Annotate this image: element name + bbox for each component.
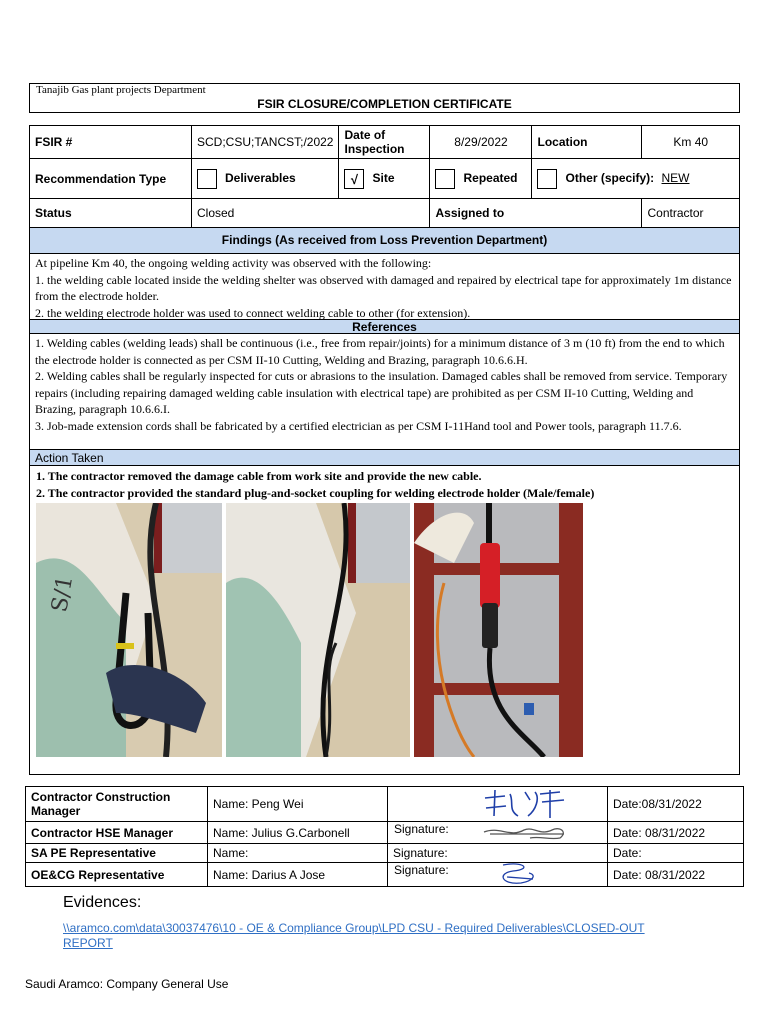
date-darius-jose: Date: 08/31/2022 xyxy=(608,863,744,887)
title-box xyxy=(29,83,740,113)
role-oecg-representative: OE&CG Representative xyxy=(26,863,208,887)
signature-label: Signature: xyxy=(394,822,449,836)
handwritten-signature-darius-jose xyxy=(493,861,543,889)
repeated-checkbox[interactable] xyxy=(435,169,455,189)
name-darius-jose: Name: Darius A Jose xyxy=(208,863,388,887)
site-checkbox[interactable]: √ xyxy=(344,169,364,189)
role-contractor-hse-manager: Contractor HSE Manager xyxy=(26,822,208,844)
status-label: Status xyxy=(30,199,192,228)
signature-cell[interactable] xyxy=(388,787,608,822)
findings-header: Findings (As received from Loss Prevention Department) xyxy=(30,228,739,254)
assigned-value: Contractor xyxy=(642,199,740,228)
deliverables-option: Deliverables xyxy=(192,159,339,199)
assigned-label: Assigned to xyxy=(430,199,642,228)
deliverables-checkbox[interactable] xyxy=(197,169,217,189)
references-header: References xyxy=(30,319,739,334)
footer-classification: Saudi Aramco: Company General Use xyxy=(25,977,229,991)
handwritten-signature-peng-wei xyxy=(480,788,570,820)
action-item: 2. The contractor provided the standard plug-and-socket coupling for welding electrode holder (Male/female) xyxy=(36,486,595,500)
status-value: Closed xyxy=(192,199,430,228)
photo-new-cable xyxy=(226,503,410,757)
date-julius-carbonell: Date: 08/31/2022 xyxy=(608,822,744,844)
other-value: NEW xyxy=(661,170,690,185)
certificate-title: FSIR CLOSURE/COMPLETION CERTIFICATE xyxy=(257,97,512,111)
date-label: Date of Inspection xyxy=(339,126,430,159)
action-list xyxy=(36,468,736,502)
evidences-title: Evidences: xyxy=(63,894,142,911)
other-option: Other (specify): NEW xyxy=(532,159,740,199)
repeated-option: Repeated xyxy=(430,159,532,199)
date-value: 8/29/2022 xyxy=(430,126,532,159)
fsir-label: FSIR # xyxy=(30,126,192,159)
signature-table xyxy=(25,786,744,887)
signature-cell[interactable]: Signature: xyxy=(388,844,608,863)
name-julius-carbonell: Name: Julius G.Carbonell xyxy=(208,822,388,844)
findings-line: 1. the welding cable located inside the welding shelter was observed with damaged and repaired by electrical tape for approximately 1m distance from the electrode holder. xyxy=(35,272,732,303)
reference-item: 3. Job-made extension cords shall be fabricated by a certified electrician as per CSM I-11Hand tool and Power tools, paragraph 11.7.6. xyxy=(35,418,682,433)
references-text xyxy=(35,335,735,434)
date-sa-pe: Date: xyxy=(608,844,744,863)
name-sa-pe: Name: xyxy=(208,844,388,863)
handwritten-signature-carbonell xyxy=(480,824,570,842)
department-name: Tanajib Gas plant projects Department xyxy=(36,84,206,96)
action-item: 1. The contractor removed the damage cable from work site and provide the new cable. xyxy=(36,469,482,483)
recommendation-type-label: Recommendation Type xyxy=(30,159,192,199)
signature-cell[interactable] xyxy=(388,822,608,844)
evidence-link[interactable]: \\aramco.com\data\30037476\10 - OE & Compliance Group\LPD CSU - Required Deliverables\CLOSED-OUT REPORT xyxy=(63,921,645,950)
findings-line: At pipeline Km 40, the ongoing welding activity was observed with the following: xyxy=(35,256,432,270)
site-option: √ Site xyxy=(339,159,430,199)
date-peng-wei: Date:08/31/2022 xyxy=(608,787,744,822)
findings-line: 2. the welding electrode holder was used to connect welding cable to other (for extension). xyxy=(35,305,471,320)
signature-cell[interactable] xyxy=(388,863,608,887)
info-table xyxy=(29,125,740,228)
svg-text:S/1: S/1 xyxy=(47,573,79,615)
action-header: Action Taken xyxy=(30,449,739,466)
photo-plug-socket-coupling xyxy=(414,503,583,757)
fsir-value: SCD;CSU;TANCST;/2022 xyxy=(192,126,339,159)
signature-label: Signature: xyxy=(394,863,449,877)
other-checkbox[interactable] xyxy=(537,169,557,189)
role-contractor-construction-manager: Contractor Construction Manager xyxy=(26,787,208,822)
reference-item: 1. Welding cables (welding leads) shall be continuous (i.e., free from repair/joints) for a minimum distance of 3 m (10 ft) from the end to which the electrode holder is connected as per CSM II-10 Cutting, Welding and Brazing, paragraph 10.6.6.H. xyxy=(35,336,725,367)
photo-damaged-cable xyxy=(36,503,222,757)
location-value: Km 40 xyxy=(642,126,740,159)
reference-item: 2. Welding cables shall be regularly inspected for cuts or abrasions to the insulation. Damaged cables shall be removed from service. Temporary repairs (including repairing damaged welding cable insulation with electrical tape) are prohibited as per CSM II-10 Cutting, Welding and Brazing, paragraph 10.6.6.I. xyxy=(35,369,728,416)
findings-text xyxy=(35,255,735,321)
location-label: Location xyxy=(532,126,642,159)
name-peng-wei: Name: Peng Wei xyxy=(208,787,388,822)
role-sa-pe-representative: SA PE Representative xyxy=(26,844,208,863)
